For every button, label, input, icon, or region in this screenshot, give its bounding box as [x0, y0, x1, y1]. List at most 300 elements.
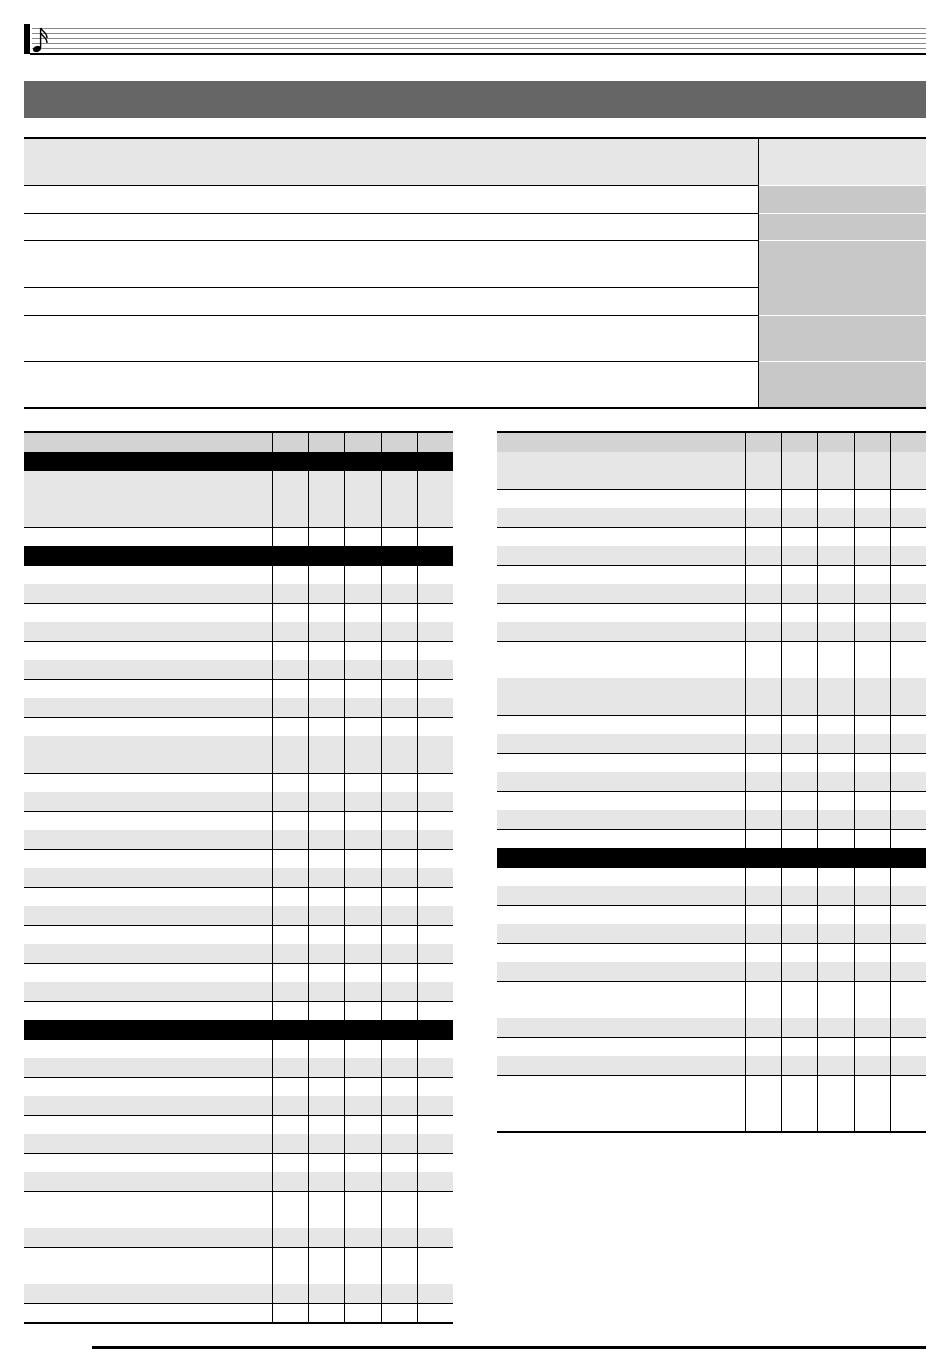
column-rule — [890, 433, 891, 452]
summary-value-cell — [759, 214, 926, 240]
table-header-row — [497, 433, 926, 452]
table-row — [497, 924, 926, 943]
summary-header-right — [759, 139, 926, 185]
column-rule — [381, 982, 382, 1001]
column-rule — [308, 717, 309, 736]
column-rule — [854, 981, 855, 1018]
column-rule — [417, 679, 418, 698]
column-rule — [417, 830, 418, 849]
column-rule — [781, 810, 782, 829]
column-rule — [417, 717, 418, 736]
column-rule — [272, 1153, 273, 1172]
column-rule — [817, 753, 818, 772]
column-rule — [890, 622, 891, 641]
footer-rule — [92, 1346, 926, 1349]
column-rule — [745, 678, 746, 715]
column-rule — [344, 811, 345, 830]
column-rule — [417, 868, 418, 887]
column-rule — [381, 1191, 382, 1228]
column-rule — [854, 489, 855, 508]
column-rule — [781, 905, 782, 924]
column-rule — [890, 641, 891, 678]
column-rule — [745, 962, 746, 981]
table-row — [24, 1001, 453, 1020]
column-rule — [745, 829, 746, 848]
column-rule — [854, 772, 855, 791]
column-rule — [381, 1247, 382, 1284]
column-rule — [308, 849, 309, 868]
column-rule — [344, 717, 345, 736]
column-rule — [308, 887, 309, 906]
column-rule — [381, 1303, 382, 1322]
column-rule — [781, 962, 782, 981]
staff-bottom-line — [30, 53, 926, 55]
column-rule — [272, 698, 273, 717]
table-row — [497, 584, 926, 603]
column-rule — [308, 811, 309, 830]
table-row — [24, 698, 453, 717]
column-rule — [890, 962, 891, 981]
column-rule — [381, 471, 382, 527]
column-rule — [417, 471, 418, 527]
column-rule — [817, 1037, 818, 1056]
column-rule — [344, 584, 345, 603]
column-rule — [381, 887, 382, 906]
sixteenth-note-icon — [32, 26, 50, 54]
column-rule — [272, 1115, 273, 1134]
column-rule — [890, 1018, 891, 1037]
table-row — [24, 849, 453, 868]
column-rule — [308, 660, 309, 679]
column-rule — [745, 622, 746, 641]
column-rule — [417, 641, 418, 660]
column-rule — [745, 772, 746, 791]
column-rule — [817, 772, 818, 791]
column-rule — [817, 981, 818, 1018]
column-rule — [890, 508, 891, 527]
column-rule — [854, 508, 855, 527]
column-rule — [781, 791, 782, 810]
column-rule — [745, 753, 746, 772]
column-rule — [781, 943, 782, 962]
column-rule — [745, 810, 746, 829]
column-rule — [381, 906, 382, 925]
column-rule — [272, 1001, 273, 1020]
column-rule — [381, 641, 382, 660]
column-rule — [308, 1172, 309, 1191]
column-rule — [344, 944, 345, 963]
column-rule — [308, 963, 309, 982]
column-rule — [272, 584, 273, 603]
table-row — [497, 1056, 926, 1075]
column-rule — [381, 527, 382, 546]
column-rule — [344, 527, 345, 546]
column-rule — [745, 527, 746, 546]
column-rule — [417, 1039, 418, 1058]
column-rule — [890, 1037, 891, 1056]
category-row — [497, 848, 926, 867]
column-rule — [817, 584, 818, 603]
column-rule — [381, 584, 382, 603]
column-rule — [745, 1018, 746, 1037]
column-rule — [745, 1075, 746, 1131]
column-rule — [745, 584, 746, 603]
column-rule — [272, 963, 273, 982]
column-rule — [308, 1115, 309, 1134]
column-rule — [272, 1134, 273, 1153]
column-rule — [817, 1075, 818, 1131]
summary-row-rule — [24, 315, 758, 316]
column-rule — [890, 584, 891, 603]
column-rule — [344, 1077, 345, 1096]
table-bottom-rule — [24, 1322, 453, 1324]
summary-bottom-rule — [24, 407, 926, 409]
column-rule — [745, 603, 746, 622]
column-rule — [745, 641, 746, 678]
column-rule — [745, 905, 746, 924]
column-rule — [781, 1018, 782, 1037]
column-rule — [781, 1056, 782, 1075]
column-rule — [781, 829, 782, 848]
column-rule — [890, 791, 891, 810]
column-rule — [745, 1056, 746, 1075]
table-row — [24, 811, 453, 830]
column-rule — [308, 1228, 309, 1247]
table-row — [24, 679, 453, 698]
column-rule — [272, 830, 273, 849]
column-rule — [781, 433, 782, 452]
column-rule — [381, 1001, 382, 1020]
column-rule — [272, 1172, 273, 1191]
column-rule — [890, 489, 891, 508]
column-rule — [781, 886, 782, 905]
column-rule — [272, 641, 273, 660]
column-rule — [781, 565, 782, 584]
table-row — [497, 753, 926, 772]
staff-line — [32, 43, 926, 44]
column-rule — [890, 1075, 891, 1131]
column-rule — [817, 527, 818, 546]
column-rule — [344, 1247, 345, 1284]
header-bar — [24, 24, 30, 54]
column-rule — [272, 1247, 273, 1284]
table-row — [497, 734, 926, 753]
column-rule — [854, 546, 855, 565]
column-rule — [417, 773, 418, 792]
column-rule — [781, 715, 782, 734]
table-header-row — [24, 433, 453, 452]
column-rule — [745, 452, 746, 489]
column-rule — [344, 1284, 345, 1303]
category-row — [24, 1020, 453, 1039]
column-rule — [854, 1037, 855, 1056]
table-row — [497, 867, 926, 886]
column-rule — [272, 1077, 273, 1096]
column-rule — [272, 792, 273, 811]
column-rule — [308, 433, 309, 452]
column-rule — [417, 906, 418, 925]
column-rule — [781, 622, 782, 641]
feature-table-right — [497, 431, 926, 1133]
column-rule — [781, 734, 782, 753]
table-row — [24, 717, 453, 736]
column-rule — [381, 1077, 382, 1096]
table-row — [24, 641, 453, 660]
column-rule — [417, 1001, 418, 1020]
column-rule — [817, 924, 818, 943]
column-rule — [781, 508, 782, 527]
column-rule — [781, 452, 782, 489]
table-row — [24, 982, 453, 1001]
column-rule — [854, 924, 855, 943]
column-rule — [854, 810, 855, 829]
column-rule — [817, 829, 818, 848]
column-rule — [890, 734, 891, 753]
staff-line — [32, 33, 926, 34]
column-rule — [817, 886, 818, 905]
column-rule — [745, 1037, 746, 1056]
column-rule — [745, 791, 746, 810]
column-rule — [417, 1134, 418, 1153]
column-rule — [308, 679, 309, 698]
column-rule — [417, 925, 418, 944]
table-row — [24, 1115, 453, 1134]
column-rule — [381, 1039, 382, 1058]
column-rule — [417, 1077, 418, 1096]
column-rule — [745, 489, 746, 508]
table-row — [24, 944, 453, 963]
column-rule — [381, 565, 382, 584]
column-rule — [308, 527, 309, 546]
column-rule — [272, 925, 273, 944]
column-rule — [272, 565, 273, 584]
table-row — [497, 508, 926, 527]
column-rule — [272, 603, 273, 622]
table-row — [24, 603, 453, 622]
column-rule — [781, 678, 782, 715]
column-rule — [854, 1075, 855, 1131]
column-rule — [417, 565, 418, 584]
column-rule — [381, 963, 382, 982]
column-rule — [417, 1191, 418, 1228]
table-row — [497, 527, 926, 546]
column-rule — [272, 868, 273, 887]
column-rule — [381, 1228, 382, 1247]
column-rule — [272, 660, 273, 679]
table-row — [497, 772, 926, 791]
summary-row-rule — [24, 185, 758, 186]
column-rule — [344, 433, 345, 452]
column-rule — [417, 811, 418, 830]
table-row — [24, 584, 453, 603]
summary-row-rule — [24, 287, 758, 288]
column-rule — [272, 1191, 273, 1228]
column-rule — [854, 905, 855, 924]
column-rule — [381, 1058, 382, 1077]
column-rule — [817, 508, 818, 527]
category-row — [24, 546, 453, 565]
column-rule — [308, 1247, 309, 1284]
column-rule — [344, 679, 345, 698]
column-rule — [272, 622, 273, 641]
column-rule — [272, 1228, 273, 1247]
column-rule — [381, 811, 382, 830]
column-rule — [381, 944, 382, 963]
column-rule — [344, 906, 345, 925]
column-rule — [417, 1284, 418, 1303]
column-rule — [381, 679, 382, 698]
column-rule — [854, 734, 855, 753]
column-rule — [417, 527, 418, 546]
column-rule — [817, 603, 818, 622]
column-rule — [417, 1247, 418, 1284]
column-rule — [381, 736, 382, 773]
column-rule — [344, 565, 345, 584]
column-rule — [381, 849, 382, 868]
column-rule — [344, 830, 345, 849]
table-row — [24, 1096, 453, 1115]
table-row — [497, 641, 926, 678]
column-rule — [890, 772, 891, 791]
column-rule — [344, 1115, 345, 1134]
table-row — [24, 1134, 453, 1153]
column-rule — [344, 773, 345, 792]
column-rule — [381, 1284, 382, 1303]
table-row — [24, 1153, 453, 1172]
table-row — [24, 622, 453, 641]
column-rule — [344, 698, 345, 717]
column-rule — [308, 792, 309, 811]
summary-value-cell — [759, 316, 926, 361]
column-rule — [745, 715, 746, 734]
column-rule — [890, 603, 891, 622]
column-rule — [308, 1039, 309, 1058]
column-rule — [308, 584, 309, 603]
column-rule — [745, 924, 746, 943]
column-rule — [854, 753, 855, 772]
column-rule — [272, 471, 273, 527]
column-rule — [308, 773, 309, 792]
column-rule — [308, 944, 309, 963]
column-rule — [272, 1058, 273, 1077]
column-rule — [417, 1096, 418, 1115]
column-rule — [781, 1075, 782, 1131]
table-row — [497, 962, 926, 981]
column-rule — [417, 849, 418, 868]
column-rule — [308, 1284, 309, 1303]
column-rule — [308, 603, 309, 622]
table-row — [497, 452, 926, 489]
column-rule — [890, 452, 891, 489]
column-rule — [417, 1228, 418, 1247]
column-rule — [344, 1153, 345, 1172]
column-rule — [817, 810, 818, 829]
summary-value-cell — [759, 241, 926, 315]
column-rule — [890, 546, 891, 565]
column-rule — [854, 867, 855, 886]
column-rule — [272, 811, 273, 830]
table-row — [24, 736, 453, 773]
table-row — [497, 603, 926, 622]
column-rule — [272, 433, 273, 452]
column-rule — [272, 1284, 273, 1303]
table-row — [497, 715, 926, 734]
table-row — [497, 622, 926, 641]
column-rule — [308, 830, 309, 849]
column-rule — [854, 641, 855, 678]
column-rule — [344, 736, 345, 773]
column-rule — [854, 1018, 855, 1037]
table-row — [497, 810, 926, 829]
column-rule — [344, 887, 345, 906]
table-row — [497, 886, 926, 905]
column-rule — [344, 1228, 345, 1247]
column-rule — [381, 773, 382, 792]
column-rule — [344, 925, 345, 944]
column-rule — [781, 546, 782, 565]
column-rule — [854, 565, 855, 584]
summary-value-cell — [759, 362, 926, 407]
column-rule — [272, 849, 273, 868]
column-rule — [381, 792, 382, 811]
table-row — [24, 565, 453, 584]
column-rule — [344, 603, 345, 622]
column-rule — [854, 886, 855, 905]
column-rule — [381, 603, 382, 622]
column-rule — [417, 963, 418, 982]
summary-table — [24, 137, 926, 409]
column-rule — [890, 565, 891, 584]
column-rule — [417, 944, 418, 963]
column-rule — [272, 679, 273, 698]
column-rule — [381, 1153, 382, 1172]
column-rule — [308, 1077, 309, 1096]
table-row — [24, 773, 453, 792]
column-rule — [417, 1153, 418, 1172]
column-rule — [272, 527, 273, 546]
column-rule — [745, 867, 746, 886]
column-rule — [854, 452, 855, 489]
table-row — [497, 1018, 926, 1037]
table-row — [24, 830, 453, 849]
column-rule — [854, 527, 855, 546]
column-rule — [890, 527, 891, 546]
column-rule — [854, 715, 855, 734]
column-rule — [890, 678, 891, 715]
column-rule — [745, 943, 746, 962]
column-rule — [890, 943, 891, 962]
column-rule — [890, 810, 891, 829]
column-rule — [344, 1096, 345, 1115]
column-rule — [417, 698, 418, 717]
table-row — [24, 868, 453, 887]
column-rule — [854, 584, 855, 603]
column-rule — [745, 433, 746, 452]
column-rule — [417, 603, 418, 622]
column-rule — [344, 1172, 345, 1191]
column-rule — [417, 887, 418, 906]
column-rule — [854, 791, 855, 810]
column-rule — [817, 734, 818, 753]
column-rule — [781, 772, 782, 791]
column-rule — [344, 1191, 345, 1228]
staff-line — [32, 28, 926, 29]
column-rule — [417, 433, 418, 452]
column-rule — [344, 660, 345, 679]
column-rule — [381, 698, 382, 717]
column-rule — [817, 452, 818, 489]
column-rule — [745, 981, 746, 1018]
